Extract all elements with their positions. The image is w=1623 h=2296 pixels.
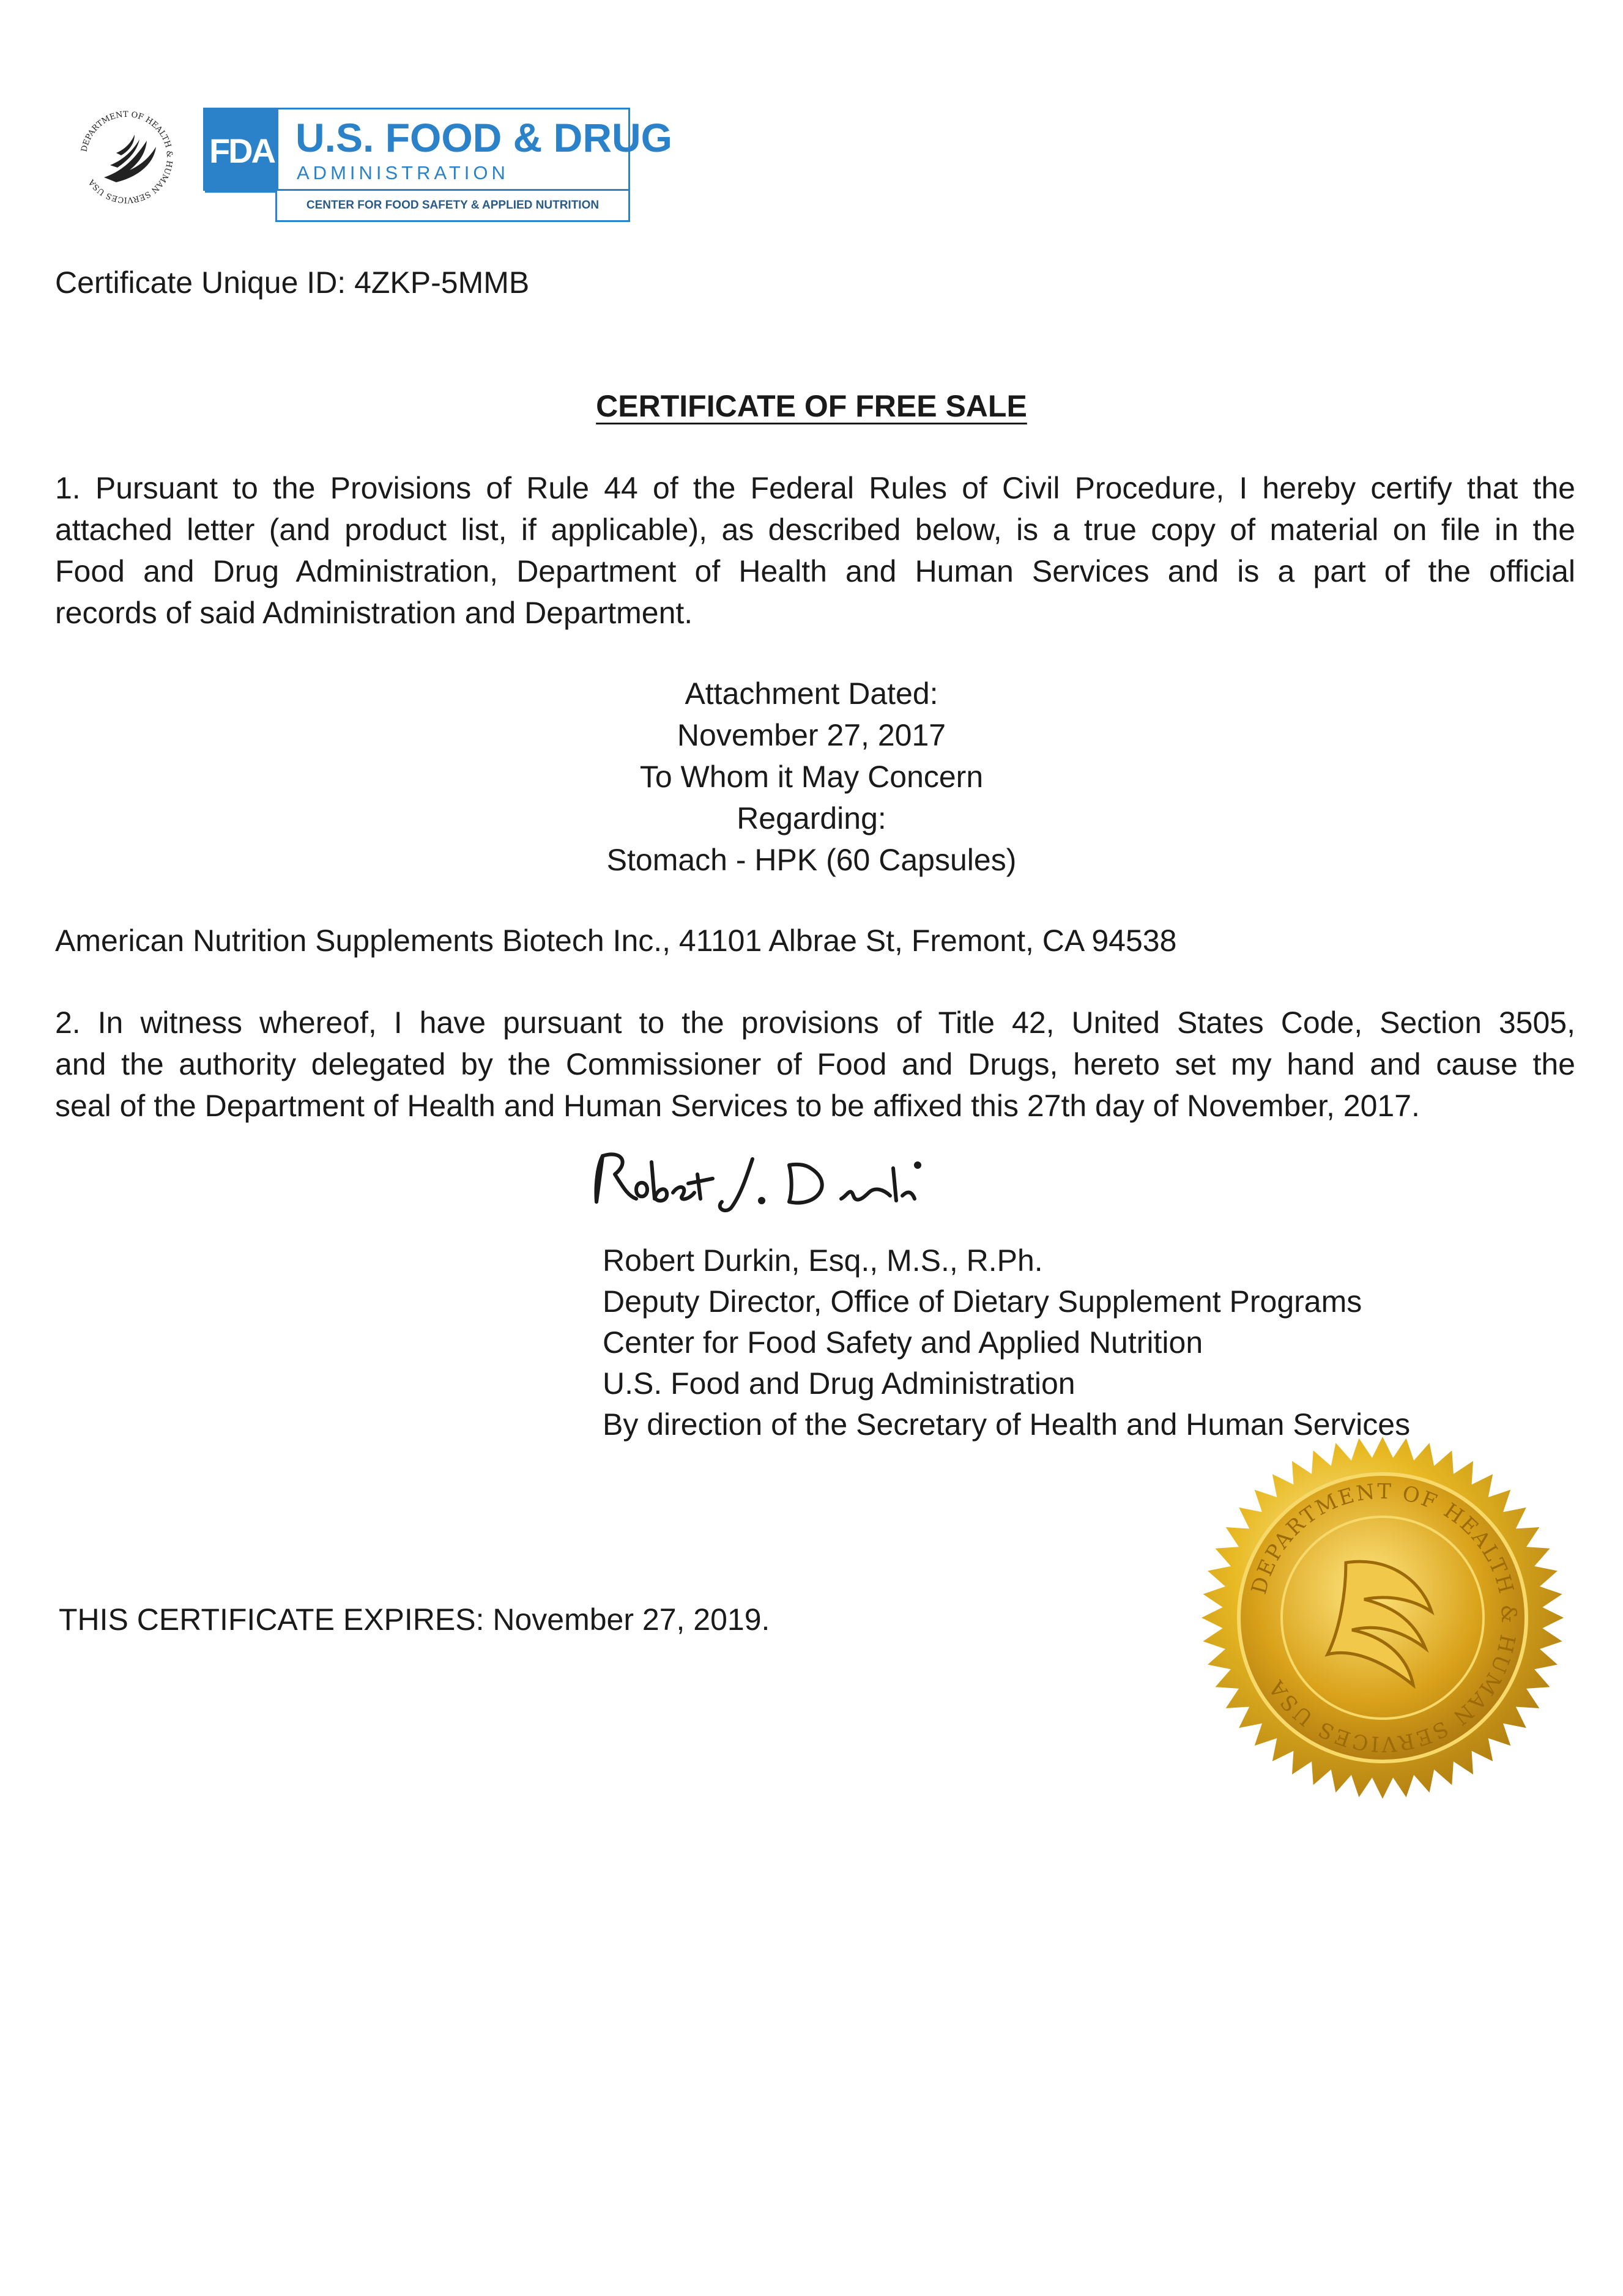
paragraph-1-line: Food and Drug Administration, Department of Health and Human Services and is a part of the official xyxy=(55,554,1575,588)
signer-authority: By direction of the Secretary of Health and Human Services xyxy=(603,1407,1411,1442)
gold-seal xyxy=(1199,1434,1566,1801)
seal-text: DEPARTMENT OF HEALTH & HUMAN SERVICES USA xyxy=(1246,1479,1521,1757)
paragraph-1-line: attached letter (and product list, if applicable), as described below, is a true copy of material on file in the xyxy=(55,513,1575,547)
attachment-block xyxy=(0,673,1623,881)
page-title-text: CERTIFICATE OF FREE SALE xyxy=(596,389,1027,423)
certificate-id: Certificate Unique ID: 4ZKP-5MMB xyxy=(55,265,530,300)
signer-position: Deputy Director, Office of Dietary Supplement Programs xyxy=(603,1284,1362,1319)
hhs-seal-text: DEPARTMENT OF HEALTH & HUMAN SERVICES USA xyxy=(80,109,174,205)
signer-name: Robert Durkin, Esq., M.S., R.Ph. xyxy=(603,1243,1043,1278)
paragraph-2 xyxy=(55,1002,1575,1127)
paragraph-2-line: seal of the Department of Health and Human Services to be affixed this 27th day of November, 2017. xyxy=(55,1089,1420,1123)
fda-logo-frame xyxy=(203,108,673,191)
fda-logo xyxy=(203,108,673,224)
fda-badge: FDA xyxy=(205,109,278,193)
attachment-salutation: To Whom it May Concern xyxy=(639,760,984,794)
paragraph-1-line: 1. Pursuant to the Provisions of Rule 44 of the Federal Rules of Civil Procedure, I hereby certify that the xyxy=(55,471,1575,505)
fda-center-label: CENTER FOR FOOD SAFETY & APPLIED NUTRITION xyxy=(275,189,630,222)
attachment-date: November 27, 2017 xyxy=(677,718,946,752)
paragraph-1-line: records of said Administration and Department. xyxy=(55,596,693,630)
signer-block xyxy=(603,1240,1410,1445)
signer-center: Center for Food Safety and Applied Nutrition xyxy=(603,1325,1203,1360)
attachment-product: Stomach - HPK (60 Capsules) xyxy=(606,843,1017,877)
paragraph-1 xyxy=(55,467,1575,634)
expiration-notice: THIS CERTIFICATE EXPIRES: November 27, 2019. xyxy=(59,1602,770,1637)
attachment-regarding-label: Regarding: xyxy=(737,801,886,835)
attachment-dated-label: Attachment Dated: xyxy=(685,676,938,711)
page-title xyxy=(0,385,1623,427)
fda-subname: ADMINISTRATION xyxy=(297,162,509,183)
signature xyxy=(584,1141,939,1220)
signer-agency: U.S. Food and Drug Administration xyxy=(603,1366,1075,1401)
company-address: American Nutrition Supplements Biotech Inc., 41101 Albrae St, Fremont, CA 94538 xyxy=(55,924,1177,958)
paragraph-2-line: and the authority delegated by the Commissioner of Food and Drugs, hereto set my hand and cause the xyxy=(55,1047,1575,1081)
paragraph-2-line: 2. In witness whereof, I have pursuant to the provisions of Title 42, United States Code, Section 3505, xyxy=(55,1005,1575,1040)
hhs-logo xyxy=(73,104,180,211)
fda-name: U.S. FOOD & DRUG xyxy=(295,115,673,160)
